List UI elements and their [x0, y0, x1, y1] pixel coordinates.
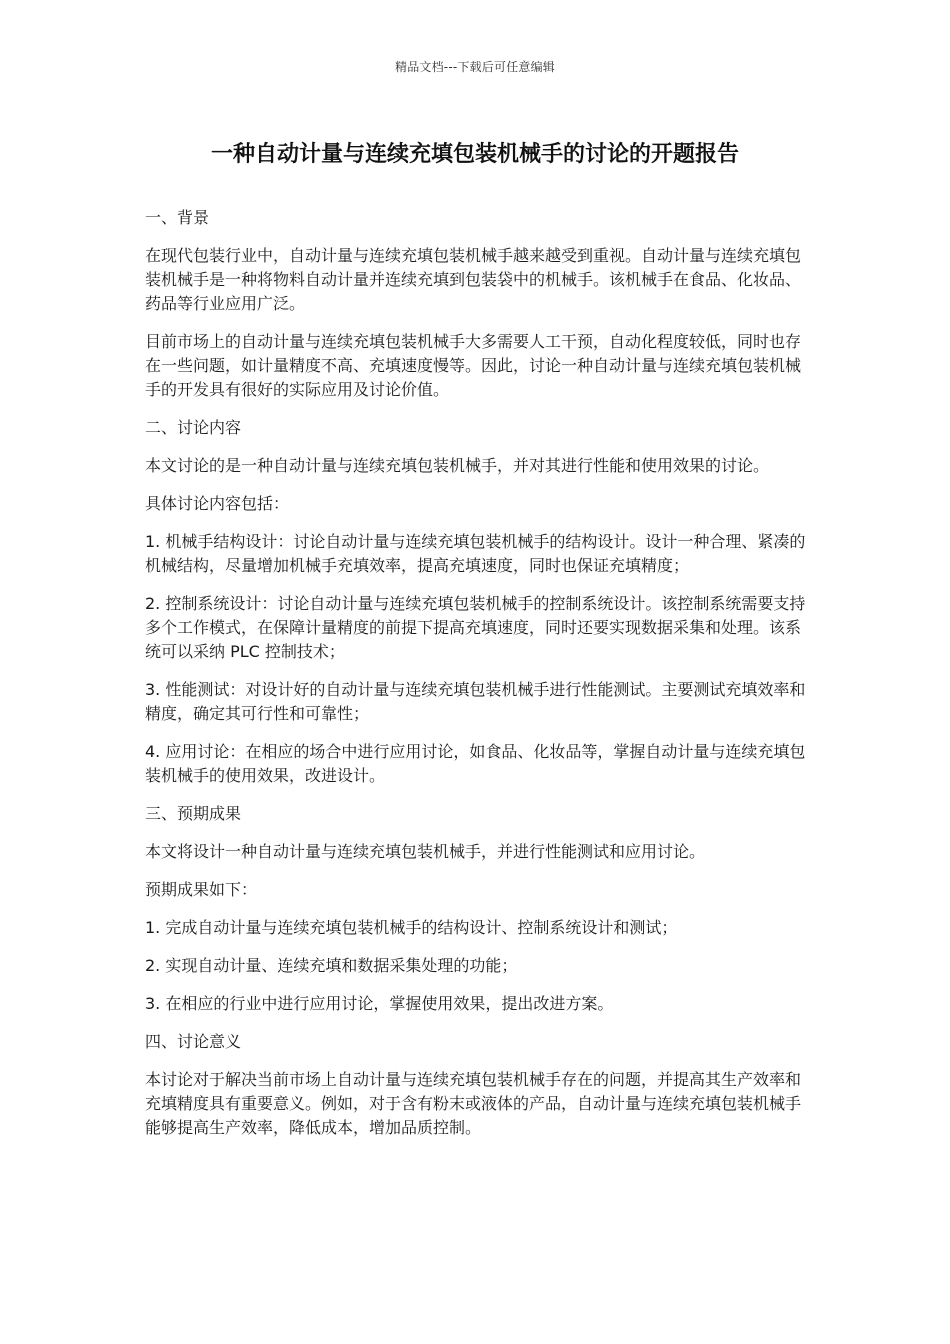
document-title: 一种自动计量与连续充填包装机械手的讨论的开题报告 — [210, 142, 739, 167]
paragraph: 预期成果如下： — [145, 880, 258, 899]
header-note: 精品文档---下载后可任意编辑 — [395, 60, 555, 74]
section-heading-significance: 四、讨论意义 — [145, 1032, 242, 1051]
paragraph: 目前市场上的自动计量与连续充填包装机械手大多需要人工干预，自动化程度较低，同时也存在一些问题，如计量精度不高、充填速度慢等。因此，讨论一种自动计量与连续充填包装机械手的开发具有很好的实际应用及讨论价值。 — [145, 332, 802, 399]
list-item: 1. 机械手结构设计：讨论自动计量与连续充填包装机械手的结构设计。设计一种合理、紧凑的机械结构，尽量增加机械手充填效率，提高充填速度，同时也保证充填精度； — [145, 532, 806, 575]
paragraph: 在现代包装行业中，自动计量与连续充填包装机械手越来越受到重视。自动计量与连续充填包装机械手是一种将物料自动计量并连续充填到包装袋中的机械手。该机械手在食品、化妆品、药品等行业应用广泛。 — [145, 246, 802, 313]
list-item: 2. 控制系统设计：讨论自动计量与连续充填包装机械手的控制系统设计。该控制系统需要支持多个工作模式，在保障计量精度的前提下提高充填速度，同时还要实现数据采集和处理。该系统可以采纳 PLC 控制技术； — [145, 594, 806, 661]
section-heading-content: 二、讨论内容 — [145, 418, 242, 437]
document-body — [145, 206, 811, 1154]
list-item: 2. 实现自动计量、连续充填和数据采集处理的功能； — [145, 956, 518, 975]
list-item: 4. 应用讨论：在相应的场合中进行应用讨论，如食品、化妆品等，掌握自动计量与连续充填包装机械手的使用效果，改进设计。 — [145, 742, 806, 785]
paragraph: 本文讨论的是一种自动计量与连续充填包装机械手，并对其进行性能和使用效果的讨论。 — [145, 456, 770, 475]
section-heading-background: 一、背景 — [145, 208, 210, 227]
section-heading-expected-results: 三、预期成果 — [145, 804, 242, 823]
paragraph: 本文将设计一种自动计量与连续充填包装机械手，并进行性能测试和应用讨论。 — [145, 842, 706, 861]
list-item: 1. 完成自动计量与连续充填包装机械手的结构设计、控制系统设计和测试； — [145, 918, 678, 937]
list-item: 3. 性能测试：对设计好的自动计量与连续充填包装机械手进行性能测试。主要测试充填效率和精度，确定其可行性和可靠性； — [145, 680, 806, 723]
paragraph: 具体讨论内容包括： — [145, 494, 290, 513]
list-item: 3. 在相应的行业中进行应用讨论，掌握使用效果，提出改进方案。 — [145, 994, 614, 1013]
paragraph: 本讨论对于解决当前市场上自动计量与连续充填包装机械手存在的问题，并提高其生产效率和充填精度具有重要意义。例如，对于含有粉末或液体的产品，自动计量与连续充填包装机械手能够提高生产效率，降低成本，增加品质控制。 — [145, 1070, 802, 1137]
